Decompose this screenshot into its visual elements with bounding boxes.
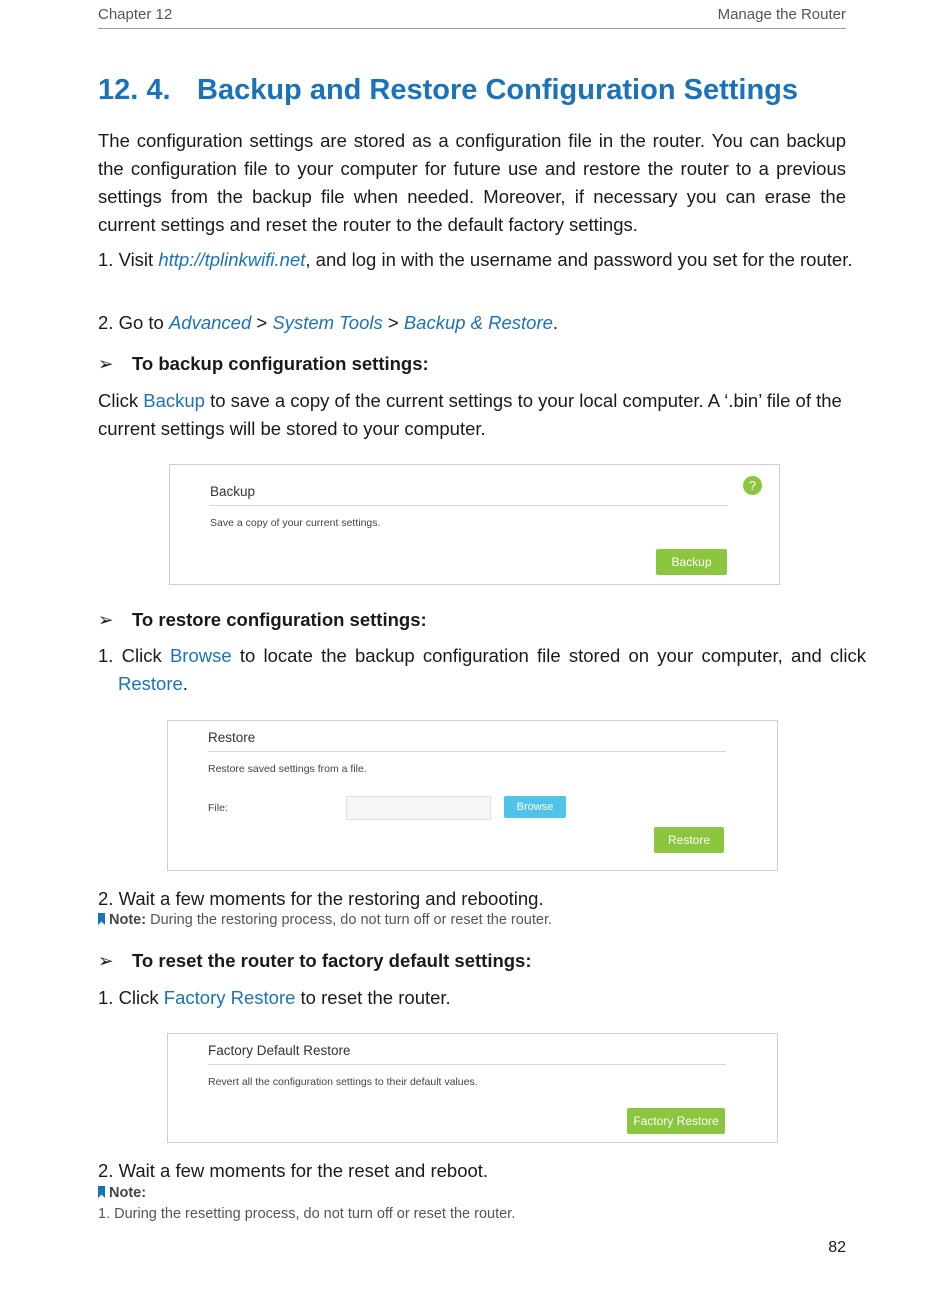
section-label: Manage the Router: [717, 6, 846, 23]
reset-step-1: [98, 984, 846, 1012]
backup-instructions-suffix: to save a copy of the current settings to your local computer. A ‘.bin’ file of the current settings will be stored to your computer.: [98, 390, 842, 439]
bookmark-icon: [98, 913, 105, 925]
step-goto-prefix: 2. Go to: [98, 312, 169, 333]
factory-panel-description: Revert all the configuration settings to their default values.: [208, 1076, 478, 1088]
restore-panel-divider: [208, 751, 726, 752]
factory-restore-text-link: Factory Restore: [163, 987, 296, 1008]
arrow-bullet-icon: ➢: [98, 950, 114, 971]
step-goto-suffix: .: [552, 312, 559, 333]
step-visit-prefix: 1. Visit: [98, 249, 159, 270]
backup-heading-text: To backup configuration settings:: [132, 353, 429, 374]
reset-step-2: 2. Wait a few moments for the reset and reboot.: [98, 1160, 489, 1181]
backup-panel-title: Backup: [210, 484, 256, 499]
tplinkwifi-link[interactable]: http://tplinkwifi.net: [158, 249, 306, 270]
breadcrumb-sep-2: >: [382, 312, 404, 333]
page-number: 82: [828, 1239, 846, 1256]
backup-heading: [98, 353, 429, 375]
page-header: [98, 6, 846, 29]
reset-note: [98, 1185, 146, 1201]
restore-note-text: During the restoring process, do not turn off or reset the router.: [146, 912, 553, 928]
arrow-bullet-icon: ➢: [98, 609, 114, 630]
reset-note-item: 1. During the resetting process, do not turn off or reset the router.: [98, 1206, 516, 1222]
restore-note: [98, 912, 552, 928]
breadcrumb-sep-1: >: [251, 312, 273, 333]
restore-step-1: [98, 642, 866, 698]
backup-instructions-prefix: Click: [98, 390, 144, 411]
restore-step-1-mid: to locate the backup configuration file stored on your computer, and click: [231, 645, 866, 666]
browse-text-link: Browse: [169, 645, 232, 666]
backup-panel-divider: [210, 505, 728, 506]
reset-note-label: Note:: [109, 1185, 147, 1201]
restore-heading-text: To restore configuration settings:: [132, 609, 427, 630]
backup-button[interactable]: Backup: [656, 549, 727, 575]
reset-step-1-suffix: to reset the router.: [295, 987, 451, 1008]
section-title: [98, 74, 858, 107]
step-visit: [98, 246, 866, 274]
arrow-bullet-icon: ➢: [98, 353, 114, 374]
browse-button[interactable]: Browse: [504, 796, 566, 818]
chapter-label: Chapter 12: [98, 6, 173, 23]
reset-heading: [98, 950, 532, 972]
factory-restore-button[interactable]: Factory Restore: [627, 1108, 725, 1134]
restore-heading: [98, 609, 427, 631]
help-icon[interactable]: ?: [743, 476, 762, 495]
backup-restore-link[interactable]: Backup & Restore: [403, 312, 553, 333]
system-tools-link[interactable]: System Tools: [272, 312, 383, 333]
restore-button[interactable]: Restore: [654, 827, 724, 853]
intro-paragraph: The configuration settings are stored as a configuration file in the router. You can backup the configuration file to your computer for future use and restore the router to a previous settings from the backup file when needed. Moreover, if necessary you can erase the current settings and reset the router to the default factory settings.: [98, 130, 846, 235]
factory-panel-title: Factory Default Restore: [208, 1043, 351, 1058]
reset-heading-text: To reset the router to factory default settings:: [132, 950, 532, 971]
bookmark-icon: [98, 1186, 105, 1198]
restore-panel-title: Restore: [208, 730, 256, 745]
factory-panel-divider: [208, 1064, 726, 1065]
restore-text-link: Restore: [118, 673, 183, 694]
restore-step-1-prefix: 1. Click: [98, 645, 170, 666]
backup-panel: [169, 464, 780, 585]
file-label: File:: [208, 802, 228, 814]
reset-step-1-prefix: 1. Click: [98, 987, 164, 1008]
section-number: 12. 4.: [98, 74, 171, 106]
backup-panel-description: Save a copy of your current settings.: [210, 517, 381, 529]
advanced-link[interactable]: Advanced: [168, 312, 252, 333]
restore-step-1-suffix: .: [182, 673, 188, 694]
file-input[interactable]: [346, 796, 491, 820]
step-visit-suffix: , and log in with the username and password you set for the router.: [305, 249, 853, 270]
factory-restore-panel: [167, 1033, 778, 1143]
section-title-text: Backup and Restore Configuration Settings: [197, 74, 798, 106]
restore-step-2: 2. Wait a few moments for the restoring and rebooting.: [98, 888, 544, 909]
step-goto: [98, 309, 846, 337]
restore-note-label: Note:: [109, 912, 147, 928]
restore-panel: [167, 720, 778, 871]
restore-panel-description: Restore saved settings from a file.: [208, 763, 367, 775]
backup-instructions: [98, 387, 846, 443]
backup-text-link: Backup: [143, 390, 205, 411]
